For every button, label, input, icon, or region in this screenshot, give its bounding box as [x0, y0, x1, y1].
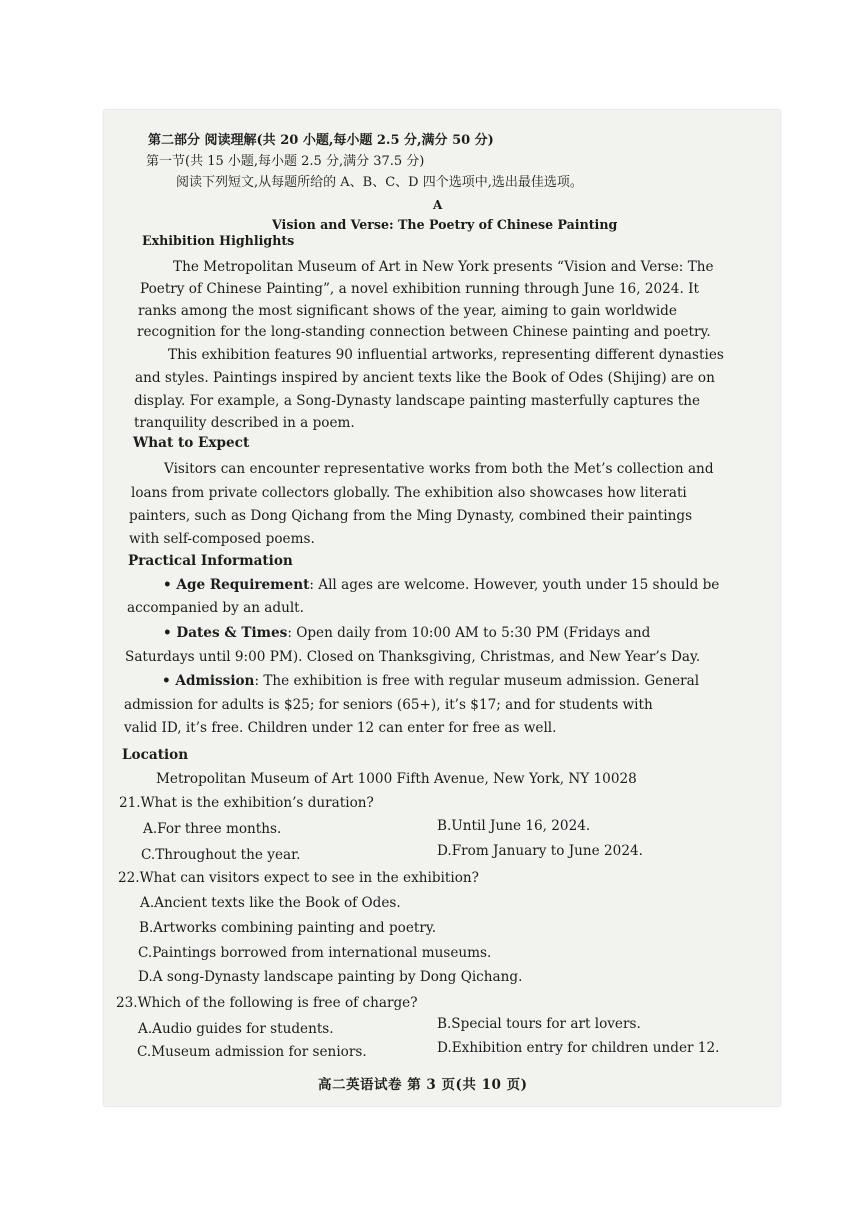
paragraph-line: painters, such as Dong Qichang from the Ming Dynasty, combined their paintings [129, 508, 693, 524]
paragraph-line: admission for adults is $25; for seniors (65+), it’s $17; and for students with [124, 697, 653, 713]
paragraph-line: display. For example, a Song-Dynasty landscape painting masterfully captures the [134, 393, 701, 409]
paragraph-line: loans from private collectors globally. The exhibition also showcases how literati [131, 485, 687, 501]
admission-label: • Admission [162, 673, 255, 689]
option-22d: D.A song-Dynasty landscape painting by Dong Qichang. [138, 969, 523, 985]
practical-heading: Practical Information [128, 553, 293, 569]
section-heading: 第一节(共 15 小题,每小题 2.5 分,满分 37.5 分) [146, 154, 425, 169]
part-heading: 第二部分 阅读理解(共 20 小题,每小题 2.5 分,满分 50 分) [148, 133, 494, 148]
option-23b: B.Special tours for art lovers. [437, 1016, 641, 1032]
question-21: 21.What is the exhibition’s duration? [119, 795, 374, 811]
paragraph-line: accompanied by an adult. [127, 600, 304, 616]
age-requirement [163, 576, 719, 594]
paragraph-line: Poetry of Chinese Painting”, a novel exhibition running through June 16, 2024. It [140, 281, 699, 297]
option-23c: C.Museum admission for seniors. [137, 1044, 367, 1060]
option-21a: A.For three months. [143, 821, 282, 837]
paragraph-line: and styles. Paintings inspired by ancient texts like the Book of Odes (Shijing) are on [135, 370, 715, 386]
option-21d: D.From January to June 2024. [437, 843, 643, 859]
paragraph-line: valid ID, it’s free. Children under 12 can enter for free as well. [124, 720, 557, 736]
option-22a: A.Ancient texts like the Book of Odes. [140, 895, 401, 911]
paragraph-line: This exhibition features 90 influential artworks, representing different dynasties [168, 347, 724, 363]
paragraph-line: recognition for the long-standing connection between Chinese painting and poetry. [137, 324, 711, 340]
admission [162, 672, 699, 690]
page-footer: 高二英语试卷 第 3 页(共 10 页) [318, 1077, 528, 1093]
option-22b: B.Artworks combining painting and poetry. [139, 920, 437, 936]
location-text: Metropolitan Museum of Art 1000 Fifth Avenue, New York, NY 10028 [156, 771, 637, 787]
age-text: : All ages are welcome. However, youth under 15 should be [309, 577, 720, 593]
admission-text: : The exhibition is free with regular museum admission. General [254, 673, 700, 689]
age-label: • Age Requirement [163, 577, 310, 593]
option-22c: C.Paintings borrowed from international museums. [138, 945, 492, 961]
dates-times [163, 624, 650, 642]
dates-text: : Open daily from 10:00 AM to 5:30 PM (Fridays and [287, 625, 651, 641]
passage-letter: A [433, 198, 443, 212]
question-22: 22.What can visitors expect to see in the exhibition? [118, 870, 479, 886]
highlights-heading: Exhibition Highlights [142, 233, 295, 248]
instructions: 阅读下列短文,从每题所给的 A、B、C、D 四个选项中,选出最佳选项。 [176, 175, 583, 190]
paragraph-line: tranquility described in a poem. [134, 415, 355, 431]
paragraph-line: Visitors can encounter representative works from both the Met’s collection and [164, 461, 714, 477]
paragraph-line: ranks among the most significant shows of the year, aiming to gain worldwide [138, 303, 677, 319]
dates-label: • Dates & Times [163, 625, 288, 641]
option-21c: C.Throughout the year. [141, 847, 301, 863]
question-23: 23.Which of the following is free of charge? [116, 995, 418, 1011]
expect-heading: What to Expect [133, 435, 250, 451]
paragraph-line: Saturdays until 9:00 PM). Closed on Thanksgiving, Christmas, and New Year’s Day. [125, 649, 701, 665]
paragraph-line: The Metropolitan Museum of Art in New York presents “Vision and Verse: The [173, 259, 714, 275]
passage-title: Vision and Verse: The Poetry of Chinese Painting [272, 217, 618, 232]
option-23d: D.Exhibition entry for children under 12. [437, 1040, 720, 1056]
paragraph-line: with self-composed poems. [129, 531, 315, 547]
option-21b: B.Until June 16, 2024. [437, 818, 591, 834]
location-heading: Location [122, 747, 189, 763]
option-23a: A.Audio guides for students. [138, 1021, 334, 1037]
